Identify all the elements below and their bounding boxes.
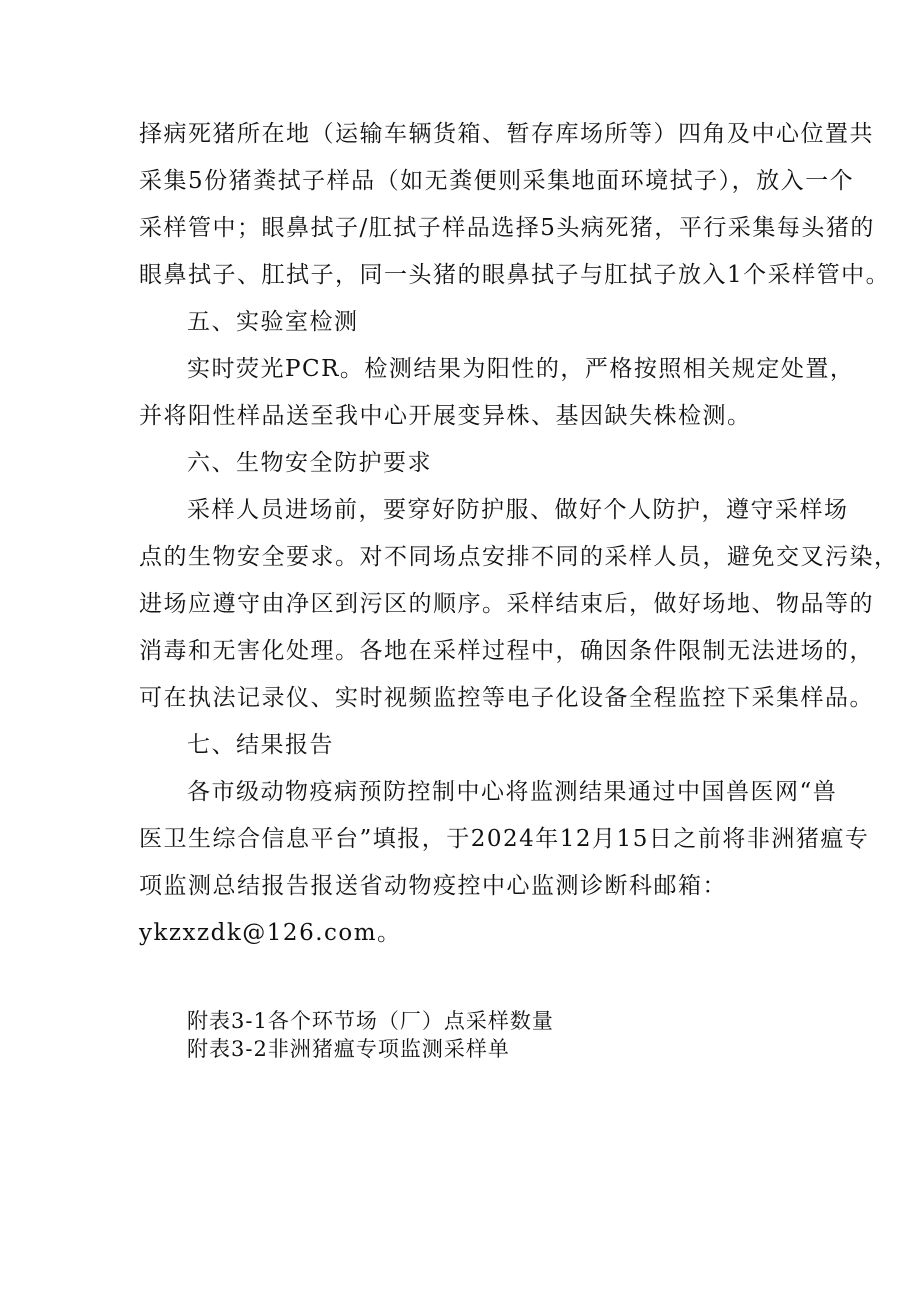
attachment-item-3-2: 附表3-2非洲猪瘟专项监测采样单 xyxy=(187,1037,510,1061)
attachment-item-3-1: 附表3-1各个环节场（厂）点采样数量 xyxy=(187,1009,554,1033)
paragraph-line: 各市级动物疫病预防控制中心将监测结果通过中国兽医网“兽 xyxy=(187,779,838,805)
paragraph-line: 进场应遵守由净区到污区的顺序。采样结束后，做好场地、物品等的 xyxy=(139,591,874,617)
paragraph-line: 点的生物安全要求。对不同场点安排不同的采样人员，避免交叉污染， xyxy=(139,544,899,570)
section-5 xyxy=(139,299,855,440)
paragraph-line: 眼鼻拭子、肛拭子，同一头猪的眼鼻拭子与肛拭子放入1个采样管中。 xyxy=(139,262,891,288)
paragraph-line: 医卫生综合信息平台”填报，于2024年12月15日之前将非洲猪瘟专 xyxy=(139,826,870,852)
report-email-line: ykzxzdk@126.com。 xyxy=(139,920,402,946)
paragraph-line: 采集5份猪粪拭子样品（如无粪便则采集地面环境拭子），放入一个 xyxy=(139,168,855,194)
section-heading-lab-testing: 五、实验室检测 xyxy=(187,309,359,335)
paragraph-line: 采样人员进场前，要穿好防护服、做好个人防护，遵守采样场 xyxy=(187,497,849,523)
section-heading-biosafety: 六、生物安全防护要求 xyxy=(187,450,432,476)
paragraph-line: 项监测总结报告报送省动物疫控中心监测诊断科邮箱： xyxy=(139,873,727,899)
section-heading-result-report: 七、结果报告 xyxy=(187,732,334,758)
paragraph-line: 择病死猪所在地（运输车辆货箱、暂存库场所等）四角及中心位置共 xyxy=(139,121,874,147)
paragraph-line: 可在执法记录仪、实时视频监控等电子化设备全程监控下采集样品。 xyxy=(139,685,874,711)
section-7 xyxy=(139,722,870,957)
paragraph-line: 消毒和无害化处理。各地在采样过程中，确因条件限制无法进场的， xyxy=(139,638,874,664)
paragraph-line: 并将阳性样品送至我中心开展变异株、基因缺失株检测。 xyxy=(139,403,752,429)
section-6 xyxy=(139,440,899,722)
paragraph-line: 实时荧光PCR。检测结果为阳性的，严格按照相关规定处置， xyxy=(187,356,855,382)
paragraph-line: 采样管中；眼鼻拭子/肛拭子样品选择5头病死猪，平行采集每头猪的 xyxy=(139,215,875,241)
section-4-continuation xyxy=(139,111,891,299)
attachment-list xyxy=(187,1007,554,1063)
